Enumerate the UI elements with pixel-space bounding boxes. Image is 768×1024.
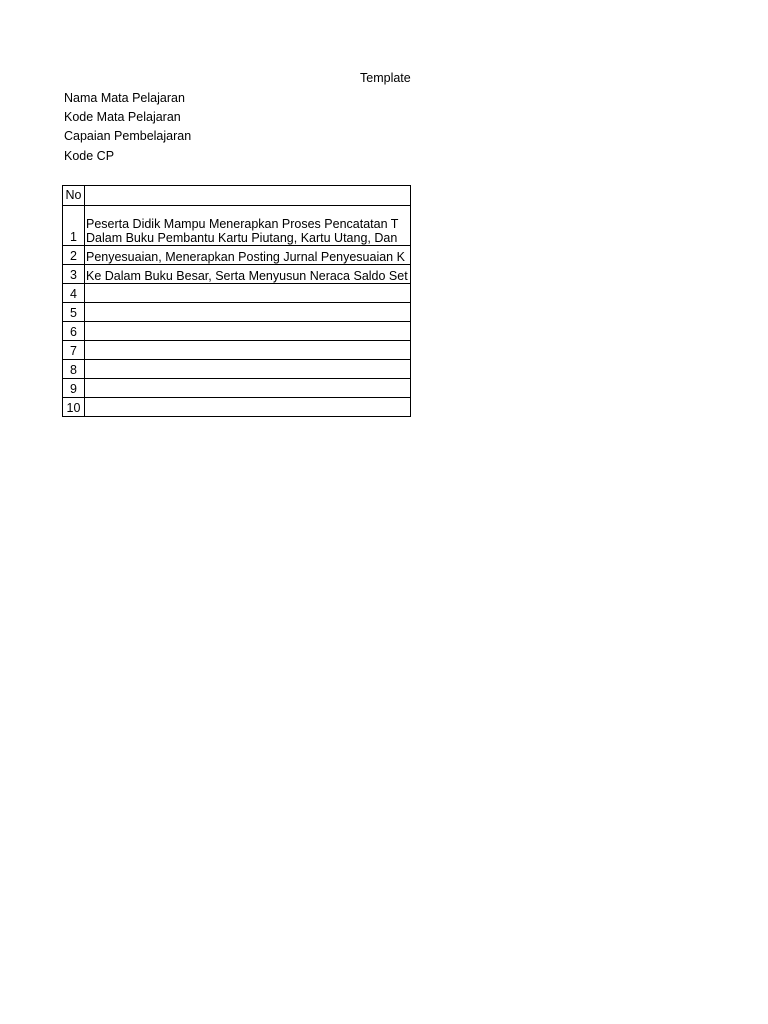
description-line: Penyesuaian, Menerapkan Posting Jurnal Penyesuaian K <box>85 250 405 264</box>
row-number: 6 <box>63 322 85 341</box>
row-description <box>84 206 410 246</box>
meta-label-kode-cp: Kode CP <box>64 149 115 163</box>
table-header-row <box>63 186 411 206</box>
row-description <box>84 246 410 265</box>
row-description <box>84 341 410 360</box>
table-row <box>63 246 411 265</box>
row-number: 5 <box>63 303 85 322</box>
table-row <box>63 284 411 303</box>
table-row <box>63 341 411 360</box>
description-line: Peserta Didik Mampu Menerapkan Proses Pencatatan T <box>85 217 399 231</box>
table-row <box>63 360 411 379</box>
row-number: 9 <box>63 379 85 398</box>
table-row <box>63 303 411 322</box>
table-row <box>63 265 411 284</box>
meta-label-capaian-pembelajaran: Capaian Pembelajaran <box>64 129 192 143</box>
table-row <box>63 379 411 398</box>
row-number: 2 <box>63 246 85 265</box>
row-number: 7 <box>63 341 85 360</box>
description-line: Dalam Buku Pembantu Kartu Piutang, Kartu Utang, Dan <box>85 231 398 245</box>
row-description <box>84 322 410 341</box>
cp-table <box>62 185 411 417</box>
row-number: 1 <box>63 206 85 246</box>
row-number: 8 <box>63 360 85 379</box>
document-title: Template <box>360 71 411 85</box>
row-description <box>84 303 410 322</box>
row-number: 3 <box>63 265 85 284</box>
header-description <box>84 186 410 206</box>
row-description <box>84 284 410 303</box>
row-description <box>84 379 410 398</box>
header-no: No <box>63 186 85 206</box>
row-description <box>84 265 410 284</box>
table-row <box>63 398 411 417</box>
meta-label-kode-mata-pelajaran: Kode Mata Pelajaran <box>64 110 181 124</box>
table-row <box>63 322 411 341</box>
row-description <box>84 360 410 379</box>
row-number: 4 <box>63 284 85 303</box>
table-row <box>63 206 411 246</box>
meta-label-nama-mata-pelajaran: Nama Mata Pelajaran <box>64 91 185 105</box>
description-line: Ke Dalam Buku Besar, Serta Menyusun Neraca Saldo Set <box>85 269 408 283</box>
row-number: 10 <box>63 398 85 417</box>
row-description <box>84 398 410 417</box>
